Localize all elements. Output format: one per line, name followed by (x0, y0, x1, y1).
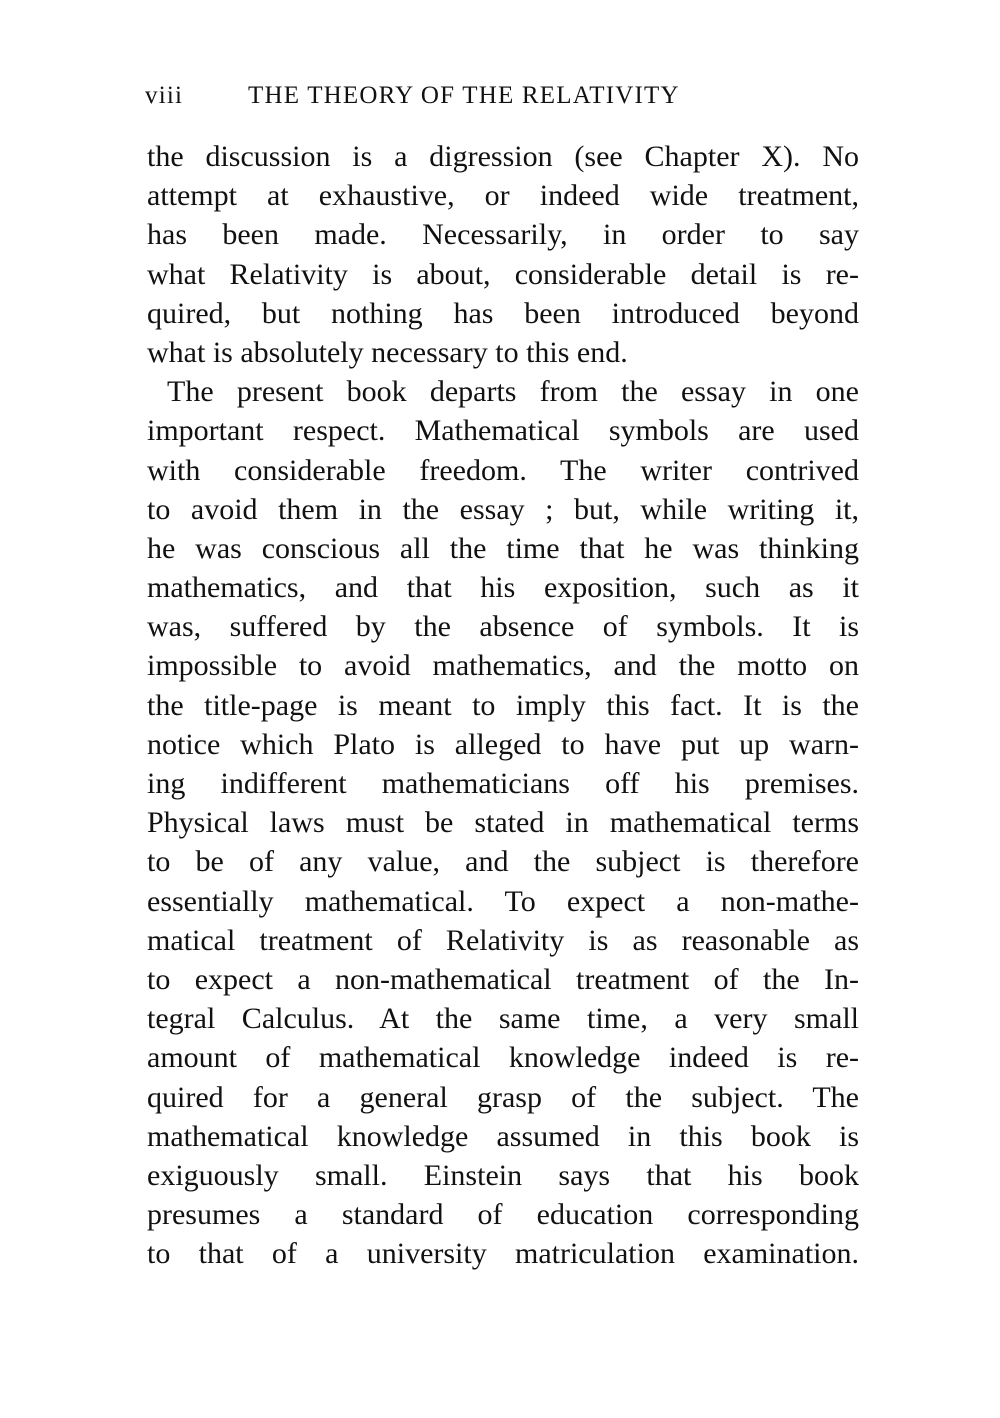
text-line: has been made. Necessarily, in order to say (147, 218, 859, 252)
page-number: viii (145, 82, 184, 109)
text-line: tegral Calculus. At the same time, a very small (147, 1002, 859, 1036)
running-head (145, 82, 865, 118)
text-line: to that of a university matriculation examination. (147, 1237, 859, 1271)
text-line: presumes a standard of education corresponding (147, 1198, 859, 1232)
text-line: quired for a general grasp of the subject. The (147, 1080, 859, 1114)
text-line: impossible to avoid mathematics, and the motto on (147, 649, 859, 683)
text-line: to be of any value, and the subject is therefore (147, 845, 859, 879)
text-line: matical treatment of Relativity is as reasonable as (147, 923, 859, 957)
paragraph-1 (147, 137, 859, 372)
text-line: what is absolutely necessary to this end. (147, 335, 628, 369)
text-line: what Relativity is about, considerable detail is re- (147, 257, 859, 291)
text-line: to avoid them in the essay ; but, while writing it, (147, 492, 859, 526)
text-line: the title-page is meant to imply this fact. It is the (147, 688, 859, 722)
text-line: exiguously small. Einstein says that his book (147, 1158, 859, 1192)
text-line: ing indifferent mathematicians off his premises. (147, 767, 859, 800)
text-line: quired, but nothing has been introduced beyond (147, 296, 859, 330)
text-line: with considerable freedom. The writer contrived (147, 453, 859, 487)
text-line: notice which Plato is alleged to have put up warn- (147, 727, 859, 761)
body-text (147, 137, 859, 1273)
text-line: The present book departs from the essay in one (167, 375, 859, 409)
text-line: the discussion is a digression (see Chapter X). No (147, 140, 859, 173)
text-line: mathematics, and that his exposition, such as it (147, 571, 859, 605)
text-line: important respect. Mathematical symbols are used (147, 414, 859, 448)
text-line: was, suffered by the absence of symbols. It is (147, 610, 859, 644)
text-line: attempt at exhaustive, or indeed wide treatment, (147, 179, 859, 213)
text-line: mathematical knowledge assumed in this book is (147, 1119, 859, 1153)
running-head-title: THE THEORY OF THE RELATIVITY (248, 82, 680, 109)
text-line: he was conscious all the time that he was thinking (147, 531, 859, 565)
text-line: to expect a non-mathematical treatment of the In- (147, 962, 859, 996)
text-line: Physical laws must be stated in mathematical terms (147, 806, 859, 840)
text-line: essentially mathematical. To expect a non-mathe- (147, 884, 859, 918)
paragraph-2 (147, 372, 859, 1273)
text-line: amount of mathematical knowledge indeed is re- (147, 1041, 859, 1075)
